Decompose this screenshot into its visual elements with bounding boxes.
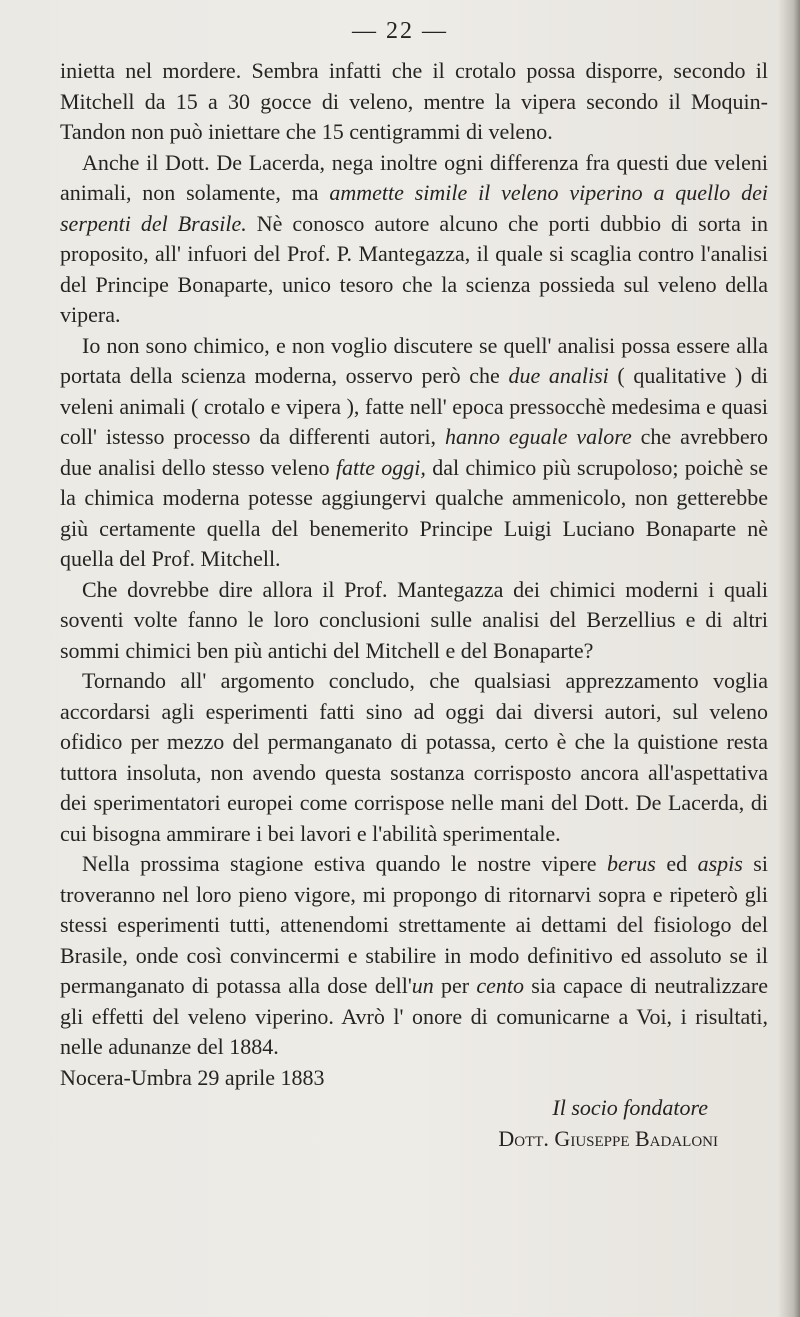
paragraph-2 bbox=[60, 148, 768, 331]
text-run: dal chimico più scrupoloso; poichè se la chimica moderna potesse aggiungervi qualche ammenicolo, non getterebbe giù certamente quella del benemerito Principe Luigi Luciano Bonaparte nè quella del Prof. Mitchell. bbox=[60, 454, 769, 571]
place-date: Nocera-Umbra 29 aprile 1883 bbox=[60, 1064, 325, 1090]
italic-text: due analisi bbox=[508, 363, 609, 388]
text-run: che avrebbero due analisi dello stesso veleno bbox=[60, 424, 769, 480]
italic-text: un bbox=[411, 973, 434, 998]
text-run: Nella prossima stagione estiva quando le nostre vipere bbox=[82, 851, 607, 876]
italic-text: aspis bbox=[697, 851, 743, 876]
text-run: Tornando all' argomento concludo, che qualsiasi apprezzamento voglia accordarsi agli esperimenti fatti sino ad oggi dai diversi autori, sul veleno ofidico per mezzo del permanganato di potassa, certo è che la quistione resta tuttora insoluta, non avendo questa sostanza corrisposto ancora all'aspettativa dei sperimentatori europei come corrispose nelle mani del Dott. De Lacerda, di cui bisogna ammirare i bei lavori e l'abilità sperimentale. bbox=[60, 668, 768, 846]
signature-title: Il socio fondatore bbox=[552, 1095, 708, 1120]
paragraph-3 bbox=[60, 331, 768, 575]
page-number: — 22 — bbox=[352, 18, 448, 44]
page-edge-shadow bbox=[778, 0, 800, 1317]
text-run: ed bbox=[655, 851, 698, 876]
text-run: Nè conosco autore alcuno che porti dubbio di sorta in proposito, all' infuori del Prof. P. Mantegazza, il quale si scaglia contro l'analisi del Principe Bonaparte, unico tesoro che la scienza possieda sul veleno della vipera. bbox=[60, 210, 768, 327]
italic-text: fatte oggi, bbox=[335, 454, 426, 480]
text-run: Che dovrebbe dire allora il Prof. Mantegazza dei chimici moderni i quali soventi volte fanno le loro conclusioni sulle analisi del Berzellius e di altri sommi chimici ben più antichi del Mitchell e del Bonaparte? bbox=[60, 576, 768, 663]
italic-text: berus bbox=[606, 851, 656, 876]
text-run: si troveranno nel loro pieno vigore, mi propongo di ritornarvi sopra e ripeterò gli stessi esperimenti tutti, attenendomi strettamente ai dettami del fisiologo del Brasile, onde così convincermi e stabilire in modo definitivo ed assoluto se il permanganato di potassa alla dose dell' bbox=[60, 851, 768, 998]
text-run: Anche il Dott. De Lacerda, nega inoltre ogni differenza fra questi due veleni animali, non solamente, ma bbox=[60, 149, 768, 205]
italic-text: ammette simile il veleno viperino a quello dei serpenti del Brasile. bbox=[60, 180, 768, 236]
italic-text: cento bbox=[476, 973, 525, 998]
text-run: Io non sono chimico, e non voglio discutere se quell' analisi possa essere alla portata della scienza moderna, osservo però che bbox=[60, 332, 768, 388]
text-run: inietta nel mordere. Sembra infatti che il crotalo possa disporre, secondo il Mitchell da 15 a 30 gocce di veleno, mentre la vipera secondo il Moquin-Tandon non può iniettare che 15 centigrammi di veleno. bbox=[60, 58, 768, 144]
body-text bbox=[60, 56, 768, 1154]
paragraph-1 bbox=[60, 56, 768, 148]
text-run: per bbox=[433, 973, 477, 998]
text-run: ( qualitative ) di veleni animali ( crotalo e vipera ), fatte nell' epoca pressocchè medesima e quasi coll' istesso processo da differenti autori, bbox=[60, 363, 768, 449]
paragraph-4 bbox=[60, 575, 768, 667]
paragraph-6 bbox=[60, 849, 768, 1063]
paragraph-5 bbox=[60, 666, 768, 849]
text-run: sia capace di neutralizzare gli effetti del veleno viperino. Avrò l' onore di comunicarne a Voi, i risultati, nelle adunanze del 1884. bbox=[60, 973, 768, 1059]
signature-name: Dott. Giuseppe Badaloni bbox=[498, 1125, 718, 1151]
italic-text: hanno eguale valore bbox=[444, 424, 632, 449]
